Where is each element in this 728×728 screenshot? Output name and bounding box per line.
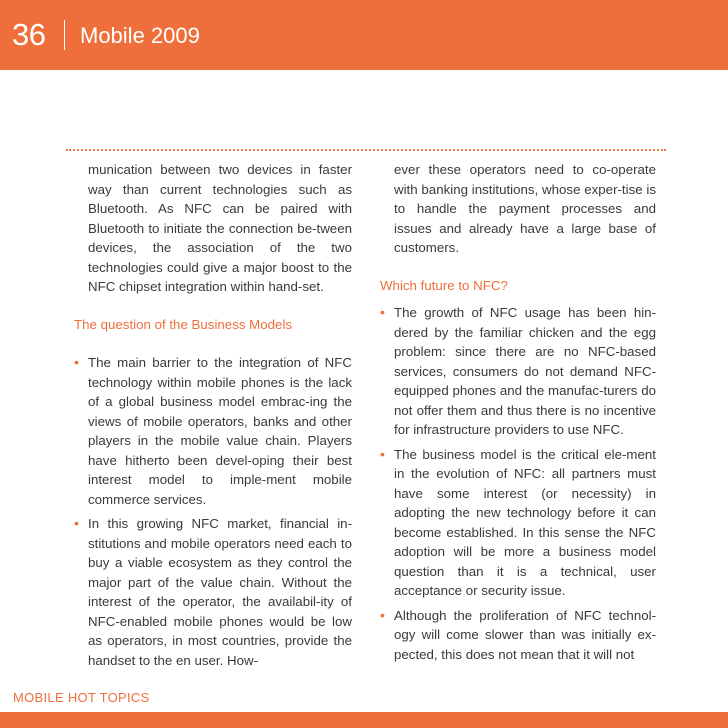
right-intro-paragraph: ever these operators need to co-operate with banking institutions, whose exper-tise is to handle the payment processes and issues and already have a large base of customers.	[394, 162, 656, 255]
footer-section-label: MOBILE HOT TOPICS	[13, 690, 150, 705]
section-heading-future-nfc: Which future to NFC?	[380, 277, 508, 293]
bullet-text: The main barrier to the integration of NFC technology within mobile phones is the lack of a global business model embrac-ing the views of mobile operators, banks and other players in the mobile value chain. Players have hitherto been devel-oping their best interest model to imple-ment mobile commerce services.	[88, 355, 352, 507]
bullet-icon: •	[380, 304, 385, 320]
bullet-text: Although the proliferation of NFC technol-ogy will come slower than was initially ex-pected, this does not mean that it will not	[394, 607, 656, 662]
bullet-item	[74, 353, 352, 509]
section-heading-business-models: The question of the Business Models	[74, 316, 293, 332]
bullet-text: In this growing NFC market, financial in-stitutions and mobile operators need each to buy a viable ecosystem as they control the major part of the value chain. Without the interest of the operator, the availabil-ity of NFC-enabled mobile phones would be low as operators, in most countries, provide the handset to the en user. How-	[88, 516, 352, 668]
header-divider	[64, 20, 65, 50]
bullet-icon: •	[380, 606, 385, 623]
bullet-text: The business model is the critical ele-ment in the evolution of NFC: all partners must have some interest (or necessity) in adopting the new technology before it can become established. In this sense the NFC adoption will be more a business model question than it is a technical, user acceptance or security issue.	[394, 446, 656, 598]
bullet-item	[74, 514, 352, 670]
bullet-icon: •	[380, 445, 385, 462]
bullet-icon: •	[74, 354, 79, 370]
left-intro-paragraph: munication between two devices in faster way than current technologies such as Bluetooth. As NFC can be paired with Bluetooth to initiate the connection be-tween devices, the association of the two technologies could give a major boost to the NFC chipset integration within hand-set.	[88, 162, 352, 294]
page-footer-bar	[0, 712, 728, 728]
bullet-item	[380, 445, 656, 601]
bullet-item	[380, 606, 656, 665]
left-column	[74, 160, 352, 675]
bullet-item	[380, 303, 656, 440]
bullet-icon: •	[74, 515, 79, 531]
publication-title: Mobile 2009	[80, 23, 200, 48]
right-column	[380, 160, 656, 669]
page-number: 36	[12, 17, 46, 52]
page-header	[0, 0, 728, 70]
bullet-text: The growth of NFC usage has been hin-dered by the familiar chicken and the egg problem: since there are no NFC-based services, consumers do not demand NFC-equipped phones and the manufac-turers do not offer them and thus there is no incentive for infrastructure providers to use NFC.	[394, 305, 656, 437]
dotted-divider	[66, 149, 666, 151]
